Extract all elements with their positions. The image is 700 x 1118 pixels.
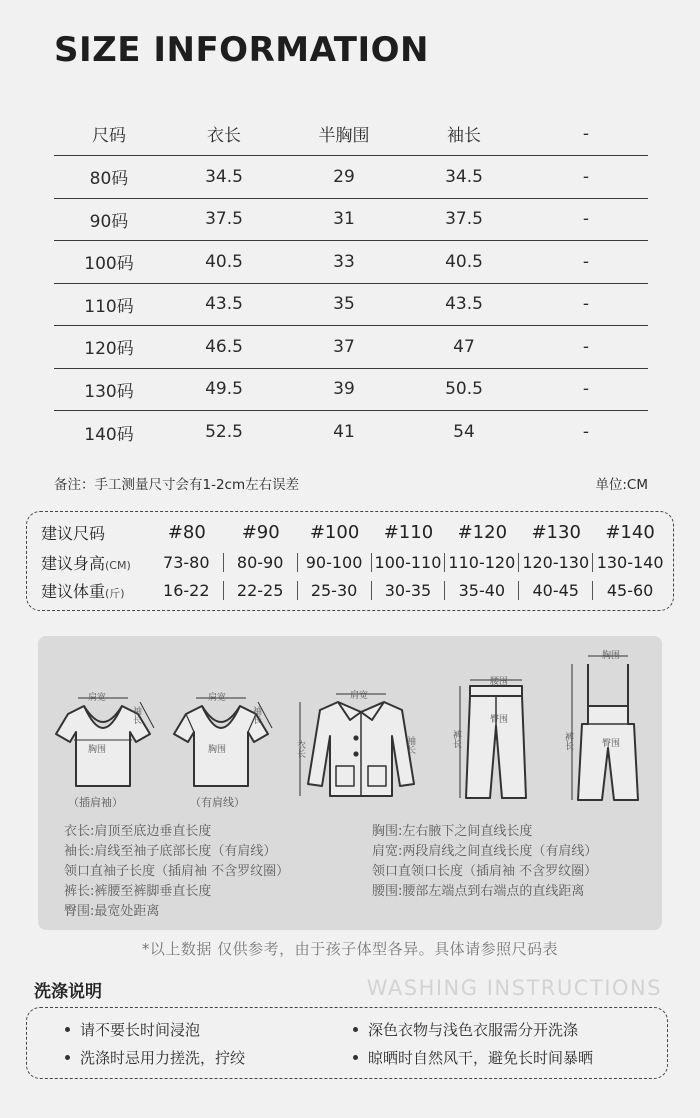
table-cell: -	[582, 209, 590, 230]
suggest-weight: 16-22	[150, 581, 224, 600]
wash-item	[353, 1047, 593, 1068]
label-chest: 胸围	[602, 651, 621, 661]
label-length: 衣长	[295, 740, 305, 758]
suggest-size: #140	[605, 521, 655, 543]
suggest-height: 110-120	[445, 553, 519, 572]
caption-raglan: （插肩袖）	[68, 796, 123, 809]
suggest-weight: 40-45	[519, 581, 593, 600]
label-hip: 臀围	[602, 739, 621, 749]
suggest-height: 90-100	[298, 553, 372, 572]
table-cell: 46.5	[205, 336, 243, 357]
washing-title-en: WASHING INSTRUCTIONS	[366, 976, 662, 1000]
table-row	[54, 199, 648, 242]
table-header: 尺码	[92, 126, 126, 146]
table-row	[54, 284, 648, 327]
suggest-size: #110	[383, 521, 434, 543]
definition-text: 领口直袖子长度（插肩袖 不含罗纹圈）	[64, 864, 290, 879]
table-header: 半胸围	[318, 126, 370, 146]
suggest-size: #100	[309, 521, 360, 543]
table-header: 衣长	[207, 126, 241, 146]
suggest-size: #120	[457, 521, 508, 543]
washing-title: 洗涤说明	[34, 982, 102, 1002]
table-header: -	[582, 123, 590, 144]
suggest-size: #130	[531, 521, 581, 543]
table-cell: -	[582, 379, 590, 400]
table-header: 袖长	[447, 126, 481, 146]
caption-shoulder-seam: （有肩线）	[190, 796, 245, 809]
suggest-weight-row	[41, 576, 667, 604]
definition-text: 领口直领口长度（插肩袖 不含罗纹圈）	[372, 864, 598, 879]
label-pant-length: 裤长	[563, 732, 573, 750]
definitions-left	[64, 822, 289, 922]
table-cell: 50.5	[445, 379, 483, 400]
table-cell: 47	[453, 336, 475, 357]
suggest-height: 130-140	[596, 552, 664, 572]
label-shoulder: 肩宽	[350, 691, 369, 701]
table-row	[54, 326, 648, 369]
table-row	[54, 241, 648, 284]
weight-unit: (斤)	[105, 586, 125, 600]
table-cell: -	[582, 294, 590, 315]
definition-text: 裤长:裤腰至裤脚垂直长度	[64, 884, 212, 899]
pants-icon	[456, 678, 536, 808]
wash-item	[65, 1019, 200, 1040]
table-cell: -	[582, 251, 590, 272]
table-cell: 37	[333, 336, 355, 357]
label-shoulder: 肩宽	[88, 693, 107, 703]
table-cell: 140码	[84, 424, 134, 445]
suggest-size: #90	[241, 521, 280, 543]
table-cell: 54	[453, 422, 475, 443]
table-cell: -	[582, 166, 590, 187]
table-cell: 41	[333, 422, 355, 443]
label-shoulder: 肩宽	[208, 693, 227, 703]
suggest-height-row	[41, 548, 667, 576]
table-cell: 40.5	[445, 251, 483, 272]
table-cell: 130码	[84, 381, 134, 402]
table-cell: 37.5	[205, 209, 243, 230]
definition-text: 衣长:肩顶至底边垂直长度	[64, 824, 212, 839]
table-cell: 120码	[84, 339, 134, 360]
wash-text: 晾晒时自然风干，避免长时间暴晒	[368, 1049, 594, 1067]
suggest-weight: 35-40	[445, 581, 519, 600]
table-cell: -	[582, 336, 590, 357]
suggest-size-row	[41, 518, 667, 546]
suggest-weight: 45-60	[606, 580, 654, 600]
page-title: SIZE INFORMATION	[54, 30, 429, 70]
table-cell: 90码	[89, 211, 129, 232]
unit-label: 单位:CM	[595, 477, 648, 493]
suggest-weight: 30-35	[372, 581, 446, 600]
size-table	[54, 112, 648, 454]
weight-label-text: 建议体重	[41, 581, 106, 601]
definition-text: 肩宽:两段肩线之间直线长度（有肩线）	[372, 844, 598, 859]
suggest-weight: 22-25	[224, 581, 298, 600]
disclaimer: *以上数据 仅供参考，由于孩子体型各异。具体请参照尺码表	[141, 940, 559, 958]
table-cell: 110码	[84, 296, 134, 317]
table-cell: 43.5	[205, 294, 243, 315]
table-cell: 52.5	[205, 422, 243, 443]
wash-item	[65, 1047, 245, 1068]
definition-text: 胸围:左右腋下之间直线长度	[372, 824, 533, 839]
suggest-height: 120-130	[519, 553, 593, 572]
label-waist: 腰围	[490, 677, 509, 687]
table-cell: 40.5	[205, 251, 243, 272]
label-sleeve: 袖长	[405, 736, 415, 754]
overalls-icon	[568, 650, 648, 810]
definition-text: 腰围:腰部左端点到右端点的直线距离	[372, 884, 585, 899]
table-cell: 34.5	[445, 166, 483, 187]
measurement-diagram-panel	[38, 636, 662, 930]
table-cell: 100码	[84, 254, 134, 275]
definitions-right	[372, 822, 597, 902]
label-sleeve: 袖长	[131, 706, 141, 724]
table-cell: 34.5	[205, 166, 243, 187]
table-cell: 29	[333, 166, 355, 187]
suggest-weight-label	[41, 579, 150, 602]
table-row	[54, 411, 648, 454]
wash-text: 深色衣物与浅色衣服需分开洗涤	[368, 1021, 579, 1039]
label-chest: 胸围	[208, 745, 227, 755]
table-cell: 31	[333, 209, 355, 230]
wash-text: 洗涤时忌用力搓洗，拧绞	[80, 1049, 246, 1067]
size-suggestion-box	[26, 511, 674, 611]
bullet-icon	[65, 1027, 70, 1032]
table-row	[54, 369, 648, 412]
table-cell: 39	[333, 379, 355, 400]
definition-text: 臀围:最宽处距离	[64, 904, 160, 919]
label-sleeve: 袖长	[251, 706, 261, 724]
table-cell: 43.5	[445, 294, 483, 315]
label-hip: 臀围	[490, 715, 509, 725]
height-unit: (CM)	[105, 558, 131, 572]
suggest-weight: 25-30	[298, 581, 372, 600]
suggest-height-label	[41, 551, 150, 574]
definition-text: 袖长:肩线至袖子底部长度（有肩线）	[64, 844, 277, 859]
wash-item	[353, 1019, 578, 1040]
bullet-icon	[353, 1055, 358, 1060]
wash-text: 请不要长时间浸泡	[80, 1021, 201, 1039]
table-cell: 37.5	[445, 209, 483, 230]
bullet-icon	[65, 1055, 70, 1060]
bullet-icon	[353, 1027, 358, 1032]
height-label-text: 建议身高	[41, 553, 106, 573]
washing-instructions-box	[26, 1007, 668, 1079]
suggest-size-label: 建议尺码	[41, 523, 106, 543]
table-cell: -	[582, 422, 590, 443]
label-chest: 胸围	[88, 745, 107, 755]
label-pant-length: 裤长	[451, 730, 461, 748]
table-row	[54, 156, 648, 199]
measurement-note: 备注：手工测量尺寸会有1-2cm左右误差	[54, 477, 300, 493]
table-header-row	[54, 112, 648, 156]
table-cell: 33	[333, 251, 355, 272]
suggest-height: 73-80	[150, 553, 224, 572]
suggest-height: 100-110	[372, 553, 446, 572]
table-cell: 80码	[89, 169, 129, 190]
table-cell: 49.5	[205, 379, 243, 400]
suggest-size: #80	[167, 521, 206, 543]
suggest-height: 80-90	[224, 553, 298, 572]
table-cell: 35	[333, 294, 355, 315]
